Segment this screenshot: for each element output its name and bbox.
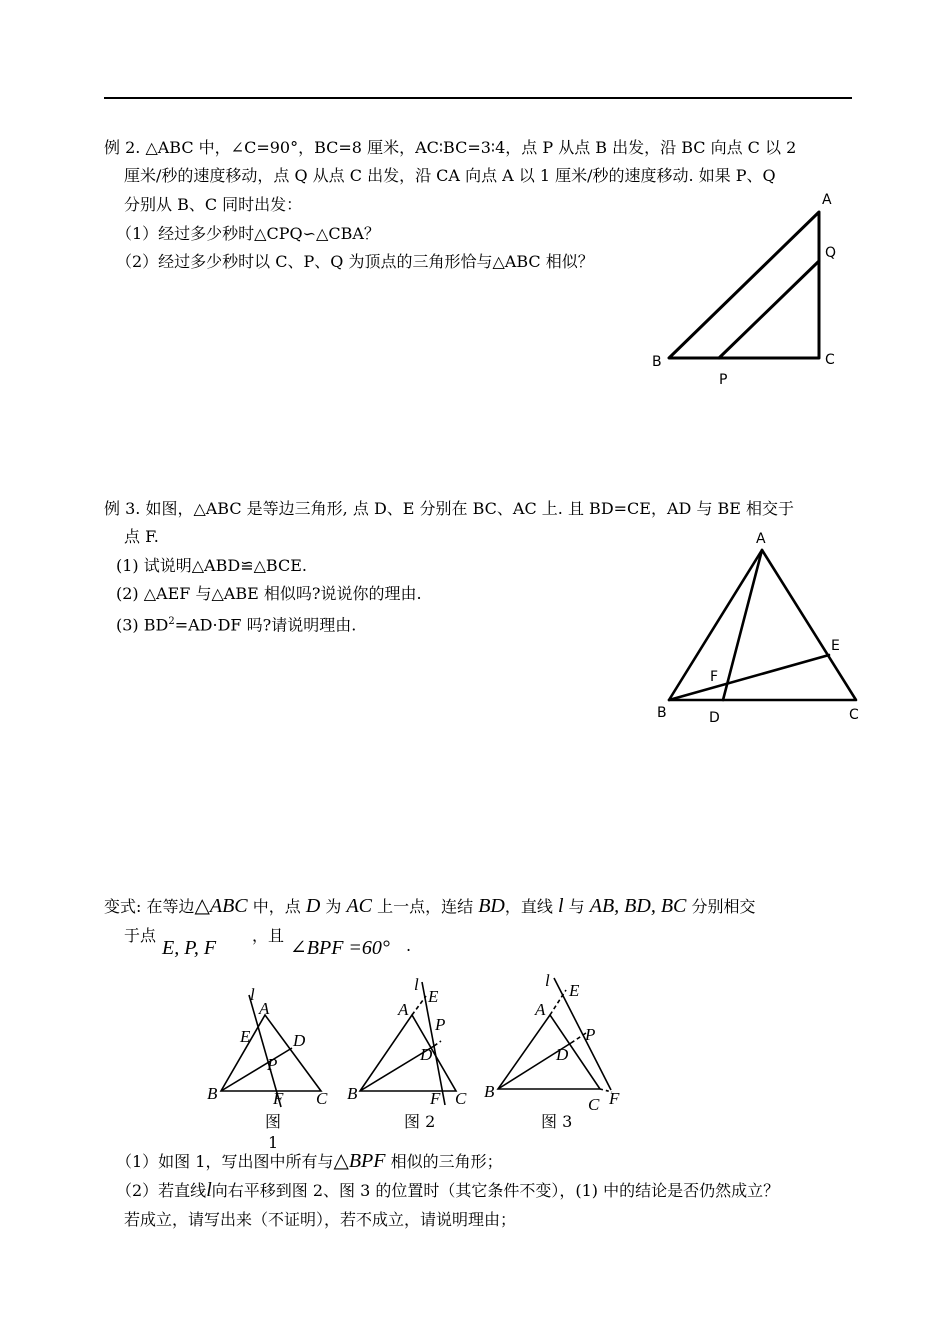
fig1-label-d: D [293,1031,306,1050]
variant-question2: （2）若直线l向右平移到图 2、图 3 的位置时（其它条件不变），(1) 中的结论是否仍然成立？ [116,1179,780,1201]
fig3-label-e: E [569,981,580,1000]
label-b: B [657,705,667,721]
fig3-caption: 图 3 [541,1112,573,1131]
fig1-label-b: B [207,1084,218,1103]
variant-question1: （1）如图 1，写出图中所有与△BPF 相似的三角形； [116,1150,503,1172]
fig2-label-d: D [420,1045,433,1064]
fig2-label-f: F [430,1089,441,1108]
fig3-label-d: D [556,1045,569,1064]
example2-question1: （1）经过多少秒时△CPQ∽△CBA？ [116,224,380,243]
variant-line2-prefix: 于点 [124,926,157,945]
fig3-label-b: B [484,1082,495,1101]
variant-connector: ，且 [252,926,285,945]
fig1-caption-number: 1 [268,1133,279,1152]
fig3-label-p: P [585,1025,596,1044]
label-c: C [849,707,859,723]
fig3-label-l: l [545,971,550,990]
fig1-label-c: C [316,1089,328,1108]
example3-line1: 例 3. 如图，△ABC 是等边三角形, 点 D、E 分别在 BC、AC 上. 且 BD=CE，AD 与 BE 相交于 [104,499,795,518]
example2-line3: 分别从 B、C 同时出发： [124,195,303,214]
label-p: P [719,372,728,388]
example2-line1: 例 2. △ABC 中，∠C=90°，BC=8 厘米，AC∶BC=3∶4，点 P 从点 B 出发，沿 BC 向点 C 以 2 [104,138,797,157]
fig2-label-c: C [455,1089,467,1108]
variant-line1: 变式: 在等边△ABC 中，点 D 为 AC 上一点，连结 BD，直线 l 与 AB, BD, BC 分别相交 [104,895,756,917]
fig1-caption: 图 [265,1112,282,1131]
example3-line2: 点 F. [124,527,159,546]
variant-angle: ∠BPF =60° [290,937,390,959]
fig1-label-f: F [273,1089,284,1108]
fig2-label-e: E [428,987,439,1006]
fig1-label-a: A [259,999,270,1018]
fig3-label-a: A [535,1000,546,1019]
label-f: F [710,669,719,685]
fig2-caption: 图 2 [404,1112,436,1131]
label-a: A [756,531,766,547]
example2-line2: 厘米/秒的速度移动，点 Q 从点 C 出发，沿 CA 向点 A 以 1 厘米/秒的速度移动. 如果 P、Q [124,166,776,185]
fig2-label-b: B [347,1084,358,1103]
variant-period: . [406,936,412,955]
fig1-label-e: E [240,1027,251,1046]
label-a: A [822,192,832,208]
fig2-label-l: l [414,975,419,994]
label-b: B [652,354,662,370]
example3-question3: (3) $BD^2=AD\cdot DF$ 吗?请说明理由. [116,615,357,635]
example2-question2: （2）经过多少秒时以 C、P、Q 为顶点的三角形恰与△ABC 相似？ [116,252,594,271]
fig2-label-p: P [435,1015,446,1034]
fig1-label-p: P [267,1055,278,1074]
fig3-label-c: C [588,1095,600,1114]
variant-points-efp: E, P, F [162,937,217,959]
variant-question2-line2: 若成立，请写出来（不证明），若不成立，请说明理由； [124,1210,517,1229]
label-q: Q [825,245,837,261]
fig2-label-a: A [398,1000,409,1019]
label-d: D [709,710,720,726]
label-e: E [831,638,840,654]
fig3-label-f: F [609,1089,620,1108]
fig1-label-l: l [250,985,255,1004]
example3-question2: (2) △AEF 与△ABE 相似吗?说说你的理由. [116,584,422,603]
label-c: C [825,352,835,368]
figure-1 [221,995,321,1107]
example3-question1: (1) 试说明△ABD≌△BCE. [116,556,307,575]
